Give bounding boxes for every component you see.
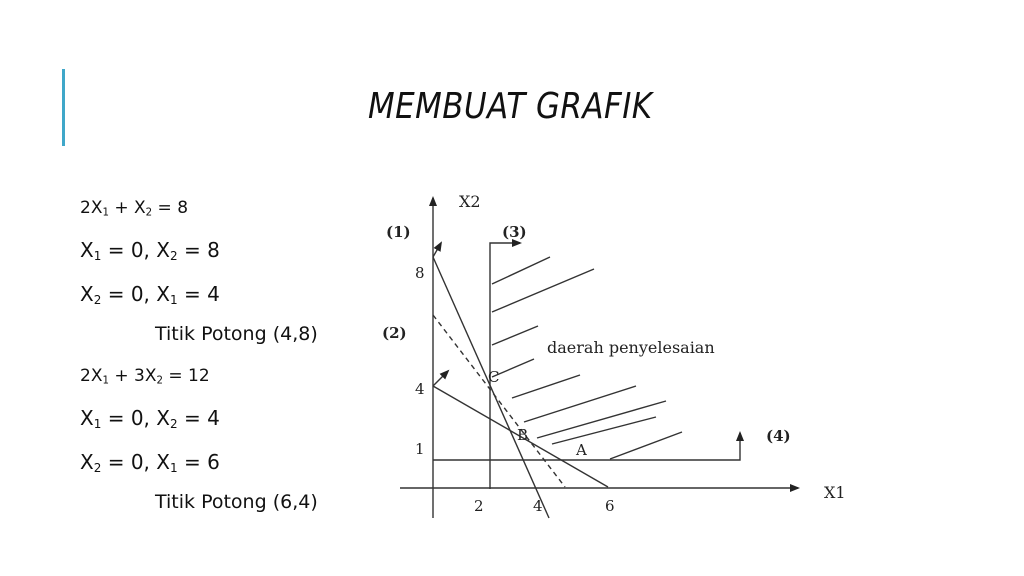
y-tick-label: 1 bbox=[415, 440, 425, 458]
equation-subscript: 1 bbox=[169, 461, 178, 475]
equation-text: 2X bbox=[80, 198, 103, 218]
equation-text: = 0, X bbox=[101, 238, 170, 262]
hatch-line bbox=[512, 375, 580, 398]
constraint-line-1 bbox=[433, 257, 549, 518]
x-tick-label: 6 bbox=[605, 497, 615, 515]
equation-text: X bbox=[80, 450, 94, 474]
equation-subscript: 1 bbox=[93, 249, 102, 263]
equation-text: = 0, X bbox=[101, 282, 170, 306]
y-tick-label: 8 bbox=[415, 264, 425, 282]
equation-text: Titik Potong (4,8) bbox=[155, 323, 318, 345]
equation-subscript: 2 bbox=[156, 375, 163, 387]
equation-text: X bbox=[80, 282, 94, 306]
equation-text: = 8 bbox=[152, 198, 189, 218]
constraint-label: (1) bbox=[386, 223, 411, 241]
equation-text: = 8 bbox=[177, 238, 220, 262]
equation-subscript: 2 bbox=[93, 461, 102, 475]
equation-subscript: 2 bbox=[169, 249, 178, 263]
constraint-2-arrow bbox=[433, 371, 448, 386]
equation-text: + X bbox=[108, 198, 146, 218]
constraint-label: (4) bbox=[766, 427, 791, 445]
equation-subscript: 1 bbox=[102, 375, 109, 387]
equation-subscript: 1 bbox=[169, 293, 178, 307]
hatch-line bbox=[524, 386, 636, 422]
constraint-label: (3) bbox=[502, 223, 527, 241]
equation-text: Titik Potong (6,4) bbox=[155, 491, 318, 513]
y-axis-label: X2 bbox=[459, 192, 481, 211]
equation-text: = 4 bbox=[177, 406, 220, 430]
equation-text: X bbox=[80, 238, 94, 262]
equation-text: = 0, X bbox=[101, 406, 170, 430]
slide-title: MEMBUAT GRAFIK bbox=[368, 86, 653, 127]
x-tick-label: 2 bbox=[474, 497, 484, 515]
equation-subscript: 1 bbox=[102, 207, 109, 219]
region-label: daerah penyelesaian bbox=[547, 338, 715, 357]
equation-subscript: 2 bbox=[93, 293, 102, 307]
equation-text: = 6 bbox=[177, 450, 220, 474]
constraint-label: (2) bbox=[382, 324, 407, 342]
dashed-line bbox=[433, 315, 565, 487]
point-label: A bbox=[576, 441, 587, 459]
equation-subscript: 1 bbox=[93, 417, 102, 431]
equation-subscript: 2 bbox=[169, 417, 178, 431]
hatch-line bbox=[610, 432, 682, 459]
x-axis-label: X1 bbox=[824, 483, 846, 502]
point-label: C bbox=[488, 368, 500, 386]
equation-text: = 12 bbox=[162, 366, 210, 386]
equation-text: 2X bbox=[80, 366, 103, 386]
equation-text: + 3X bbox=[108, 366, 157, 386]
constraint-line-3 bbox=[490, 243, 520, 489]
point-label: B bbox=[517, 426, 529, 444]
x-tick-label: 4 bbox=[533, 497, 543, 515]
hatch-line bbox=[552, 417, 656, 444]
equation-subscript: 2 bbox=[145, 207, 153, 219]
hatch-line bbox=[492, 257, 550, 284]
constraint-1-arrow bbox=[433, 243, 441, 257]
y-tick-label: 4 bbox=[415, 380, 425, 398]
equation-text: = 4 bbox=[177, 282, 220, 306]
equation-text: X bbox=[80, 406, 94, 430]
hatch-line bbox=[492, 326, 538, 345]
equation-text: = 0, X bbox=[101, 450, 170, 474]
hatch-line bbox=[492, 269, 594, 312]
